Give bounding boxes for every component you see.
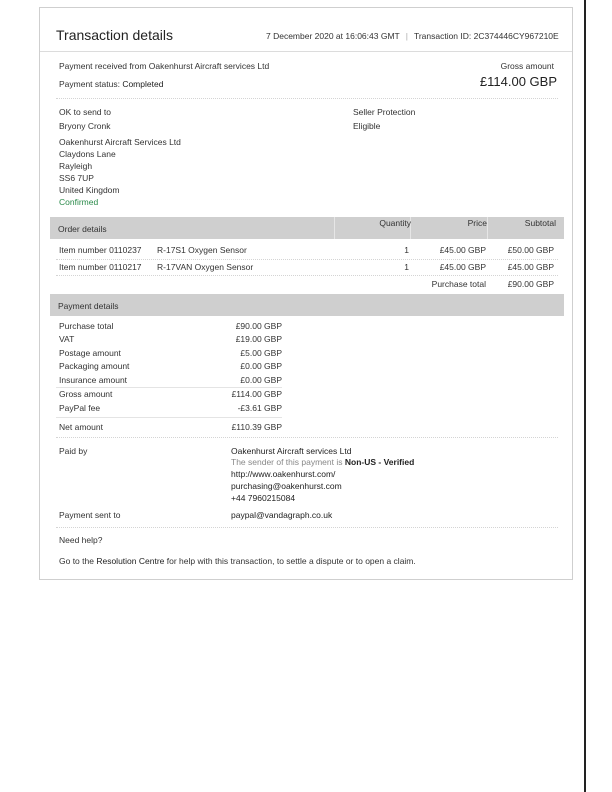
help-text-after: for help with this transaction, to settle a dispute or to open a claim. [164, 556, 416, 566]
payment-row-label: Postage amount [59, 348, 121, 358]
payer-email: purchasing@oakenhurst.com [231, 481, 342, 491]
meta-separator: | [405, 31, 408, 41]
transaction-id: Transaction ID: 2C374446CY967210E [413, 31, 559, 41]
item-number: Item number 0110217 [59, 262, 142, 272]
divider [56, 527, 558, 528]
payment-row-label: PayPal fee [59, 403, 101, 413]
payment-details-header [50, 294, 564, 316]
address-line: Rayleigh [59, 161, 93, 171]
payment-status [59, 79, 163, 89]
item-number: Item number 0110237 [59, 245, 142, 255]
payer-phone: +44 7960215084 [231, 493, 296, 503]
payment-row-label: Packaging amount [59, 361, 130, 371]
payment-received-text: Payment received from Oakenhurst Aircraft services Ltd [59, 61, 270, 71]
address-line: Oakenhurst Aircraft Services Ltd [59, 137, 181, 147]
item-subtotal: £45.00 GBP [507, 262, 554, 272]
recipient-name: Bryony Cronk [59, 121, 111, 131]
column-divider [334, 217, 335, 239]
divider [56, 437, 558, 438]
payment-status-label: Payment status: [59, 79, 123, 89]
page-edge [584, 0, 586, 792]
transaction-meta [266, 31, 559, 41]
address-line: Claydons Lane [59, 149, 116, 159]
ok-to-send-label: OK to send to [59, 107, 111, 117]
need-help-heading: Need help? [59, 535, 103, 545]
payment-status-value: Completed [122, 79, 164, 89]
order-details-header [50, 217, 564, 239]
item-description: R-17VAN Oxygen Sensor [157, 262, 254, 272]
payment-row-value: £110.39 GBP [231, 422, 282, 432]
paid-by-label: Paid by [59, 446, 88, 456]
divider [56, 259, 558, 260]
gross-amount-label: Gross amount [500, 61, 554, 71]
payment-row-value: £0.00 GBP [240, 375, 282, 385]
resolution-centre-link[interactable]: Resolution Centre [96, 556, 165, 566]
purchase-total-value: £90.00 GBP [507, 279, 554, 289]
address-status: Confirmed [59, 197, 99, 207]
seller-protection-value: Eligible [353, 121, 381, 131]
payment-row-label: VAT [59, 334, 75, 344]
payment-details-heading: Payment details [58, 301, 119, 311]
item-price: £45.00 GBP [439, 262, 486, 272]
address-line: United Kingdom [59, 185, 120, 195]
seller-protection-label: Seller Protection [353, 107, 416, 117]
payment-row-label: Net amount [59, 422, 103, 432]
column-subtotal: Subtotal [524, 218, 556, 228]
purchase-total-label: Purchase total [431, 279, 486, 289]
help-text-before: Go to the [59, 556, 97, 566]
payment-row-value: £114.00 GBP [231, 389, 282, 399]
payment-row-label: Insurance amount [59, 375, 128, 385]
column-quantity: Quantity [379, 218, 411, 228]
column-divider [487, 217, 488, 239]
transaction-card [39, 7, 573, 580]
payment-sent-to-value: paypal@vandagraph.co.uk [231, 510, 333, 520]
payment-row-value: -£3.61 GBP [237, 403, 282, 413]
sender-text: The sender of this payment is [231, 457, 345, 467]
gross-amount-value: £114.00 GBP [479, 74, 557, 89]
payer-name: Oakenhurst Aircraft services Ltd [231, 446, 352, 456]
divider [40, 51, 572, 52]
divider [56, 98, 558, 99]
item-quantity: 1 [404, 262, 409, 272]
payment-row-label: Gross amount [59, 389, 113, 399]
payment-row-value: £0.00 GBP [240, 361, 282, 371]
page-title: Transaction details [56, 27, 173, 43]
order-details-heading: Order details [58, 224, 107, 234]
payment-sent-to-label: Payment sent to [59, 510, 121, 520]
item-price: £45.00 GBP [439, 245, 486, 255]
payer-website-link[interactable]: http://www.oakenhurst.com/ [231, 469, 336, 479]
address-line: SS6 7UP [59, 173, 94, 183]
payment-row-label: Purchase total [59, 321, 114, 331]
item-description: R-17S1 Oxygen Sensor [157, 245, 247, 255]
divider [56, 275, 558, 276]
divider [56, 417, 282, 418]
item-quantity: 1 [404, 245, 409, 255]
payment-row-value: £90.00 GBP [235, 321, 282, 331]
transaction-date: 7 December 2020 at 16:06:43 GMT [266, 31, 400, 41]
help-text [59, 556, 416, 566]
payment-row-value: £5.00 GBP [240, 348, 282, 358]
payment-row-value: £19.00 GBP [235, 334, 282, 344]
column-price: Price [467, 218, 487, 228]
divider [56, 387, 282, 388]
payer-verification [231, 457, 414, 467]
sender-status: Non-US - Verified [344, 457, 415, 467]
item-subtotal: £50.00 GBP [507, 245, 554, 255]
